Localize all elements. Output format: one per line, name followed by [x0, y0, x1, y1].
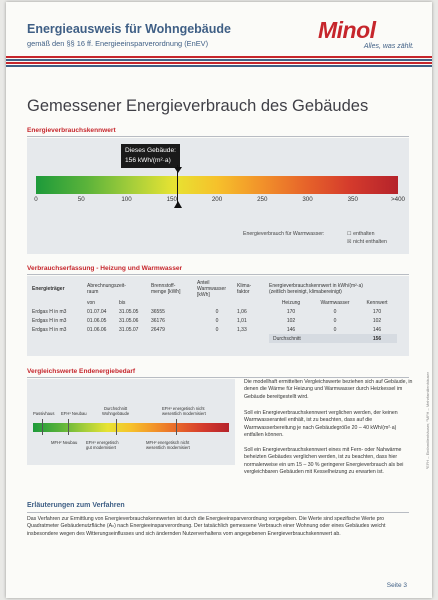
cell-anteil: 0 [215, 317, 219, 324]
cell-kennwert: 170 [372, 308, 382, 315]
checkbox-checked-icon: ☒ [347, 239, 352, 245]
comparison-scale-bar [33, 423, 229, 432]
scale-tick-label: 250 [257, 196, 268, 203]
section-rule [27, 377, 409, 378]
col-anteil: Anteil Warmwasser [kWh] [197, 280, 226, 298]
scale-tick-label: 300 [302, 196, 313, 203]
section-rule [27, 136, 409, 137]
ref-marker [68, 419, 69, 435]
cell-warmwasser: 0 [333, 308, 337, 315]
header-subtitle: gemäß den §§ 16 ff. Energieeinsparverordnung (EnEV) [27, 39, 209, 48]
ref-efh-gut-modernisiert: EFH¹ energetisch gut modernisiert [86, 440, 119, 450]
ref-marker [116, 419, 117, 435]
cell-anteil: 0 [215, 308, 219, 315]
cell-menge: 26479 [151, 326, 165, 333]
cell-warmwasser: 0 [333, 326, 337, 333]
cell-traeger: Erdgas H in m3 [32, 326, 67, 333]
col-kennwert: Kennwert [366, 299, 388, 306]
cell-bis: 31.05.06 [119, 317, 139, 324]
cell-bis: 31.05.05 [119, 308, 139, 315]
cell-kennwert: 146 [372, 326, 382, 333]
logo-text: Minol [318, 17, 376, 43]
table-row [32, 307, 397, 316]
section-label-erlaeuterungen: Erläuterungen zum Verfahren [27, 502, 125, 509]
header-stripes [6, 56, 432, 68]
scale-tick-label: 350 [347, 196, 358, 203]
cell-anteil: 0 [215, 326, 219, 333]
scale-tick-label: 50 [77, 196, 85, 203]
bubble-title: Dieses Gebäude: [125, 147, 176, 154]
cell-bis: 31.05.07 [119, 326, 139, 333]
cell-warmwasser: 0 [333, 317, 337, 324]
col-bis: bis [119, 299, 126, 306]
section-rule [27, 512, 409, 513]
table-row [32, 325, 397, 334]
col-von: von [87, 299, 96, 306]
logo-claim: Alles, was zählt. [363, 43, 414, 50]
cell-traeger: Erdgas H in m3 [32, 308, 67, 315]
legend-option-enthalten[interactable]: ☐ enthalten [347, 231, 375, 237]
page-number: Seite 3 [386, 582, 407, 589]
bubble-value: 156 kWh/(m²·a) [125, 157, 171, 164]
energy-scale-bar [36, 176, 398, 194]
cell-von: 01.06.06 [87, 326, 107, 333]
section-label-kennwert: Energieverbrauchskennwert [27, 127, 116, 134]
consumption-table [32, 280, 397, 343]
table-subheader-row [32, 298, 397, 307]
cell-traeger: Erdgas H in m3 [32, 317, 67, 324]
section-label-vergleich: Vergleichswerte Endenergiebedarf [27, 368, 136, 375]
ref-durchschnitt: Durchschnitt Wohngebäude [102, 406, 130, 416]
cell-kennwert: 102 [372, 317, 382, 324]
col-brennstoff: Brennstoff- menge [kWh] [151, 283, 181, 295]
col-klima: Klima- faktor [237, 283, 252, 295]
cell-heizung: 170 [286, 308, 296, 315]
page-title: Gemessener Energieverbrauch des Gebäudes [27, 97, 369, 115]
building-value-bubble [121, 144, 180, 168]
col-zeitraum: Abrechnungszeit- raum [87, 283, 126, 295]
vergleich-panel [27, 379, 235, 465]
marker-arrow-top [174, 167, 182, 173]
page [6, 2, 432, 598]
ref-passivhaus: Passivhaus [33, 411, 55, 416]
vergleich-text-3: Soll ein Energieverbrauchskennwert eines mit Fern- oder Nahwärme beheizten Gebäudes verglichen werden, ist zu beachten, dass hier normalerweise ein um 15 – 30 % geringerer Energieverbrauch als bei vergleichbaren Gebäuden mit Kesselheizung zu erwarten ist. [244, 447, 404, 475]
average-label: Durchschnitt [269, 334, 357, 343]
scale-ticks [6, 196, 432, 206]
scale-tick-label: >400 [391, 196, 405, 203]
ref-marker [42, 419, 43, 435]
table-header-row [32, 280, 397, 298]
col-kennwert-group: Energieverbrauchskennwert in kWh/(m²·a) (zeitlich bereinigt, klimabereinigt) [269, 283, 363, 295]
vergleich-text-1: Die modellhaft ermittelten Vergleichswerte beziehen sich auf Gebäude, in denen die Wärme für Heizung und Warmwasser durch Heizkessel im Gebäude bereitgestellt wird. [244, 379, 413, 400]
ref-mfh-nicht-modernisiert: MFH² energetisch nicht wesentlich modernisiert [146, 440, 190, 450]
scale-tick-label: 150 [166, 196, 177, 203]
cell-von: 01.06.05 [87, 317, 107, 324]
side-note: ¹EFH – Einfamilienhäuser, ²MFH – Mehrfamilienhäuser [425, 372, 430, 470]
checkbox-empty-icon: ☐ [347, 231, 352, 237]
header-title: Energieausweis für Wohngebäude [27, 22, 231, 36]
ref-efh-nicht-modernisiert: EFH¹ energetisch nicht wesentlich modernisiert [162, 406, 206, 416]
cell-von: 01.07.04 [87, 308, 107, 315]
minol-logo [318, 18, 414, 50]
ref-mfh-neubau: MFH² Neubau [51, 440, 78, 445]
legend-option-nicht-enthalten[interactable]: ☒ nicht enthalten [347, 239, 387, 245]
scale-tick-label: 200 [211, 196, 223, 203]
cell-klima: 1,33 [237, 326, 247, 333]
cell-klima: 1,01 [237, 317, 247, 324]
scale-tick-label: 100 [121, 196, 132, 203]
col-energietraeger: Energieträger [32, 286, 65, 292]
ref-marker [176, 419, 177, 435]
average-value: 156 [357, 334, 397, 343]
section-label-verbrauch: Verbrauchserfassung - Heizung und Warmwasser [27, 265, 183, 272]
vergleich-text-2: Soll ein Energieverbrauchskennwert verglichen werden, der keinen Warmwasseranteil enthält, ist zu beachten, dass auf die Warmwasserbereitung je nach Gebäudegröße 20 – 40 kWh/(m²·a) entfallen können. [244, 410, 398, 438]
table-average-row [32, 334, 397, 343]
scale-tick-label: 0 [34, 196, 38, 203]
col-heizung: Heizung [281, 299, 301, 306]
cell-klima: 1,06 [237, 308, 247, 315]
ref-efh-neubau: EFH¹ Neubau [61, 411, 87, 416]
table-row [32, 316, 397, 325]
cell-heizung: 102 [286, 317, 296, 324]
erlaeuterungen-text: Das Verfahren zur Ermittlung von Energieverbrauchskennwerten ist durch die Energieeinsparverordnung vorgegeben. Die Werte sind spezifische Werte pro Quadratmeter Gebäudenutzfläche (Aₙ) nach Energieeinsparverordnung. Der tatsächlich gemessene Verbrauch einer Wohnung oder eines Gebäudes weicht insbesondere wegen des Witterungseinflusses und sich ändernden Nutzerverhaltens vom angegebenen Energieverbrauchskennwert ab. [27, 516, 386, 537]
cell-menge: 36176 [151, 317, 165, 324]
section-rule [27, 274, 409, 275]
col-warmwasser: Warmwasser [320, 299, 350, 306]
cell-heizung: 146 [286, 326, 296, 333]
legend-title: Energieverbrauch für Warmwasser: [243, 231, 325, 237]
cell-menge: 36555 [151, 308, 165, 315]
